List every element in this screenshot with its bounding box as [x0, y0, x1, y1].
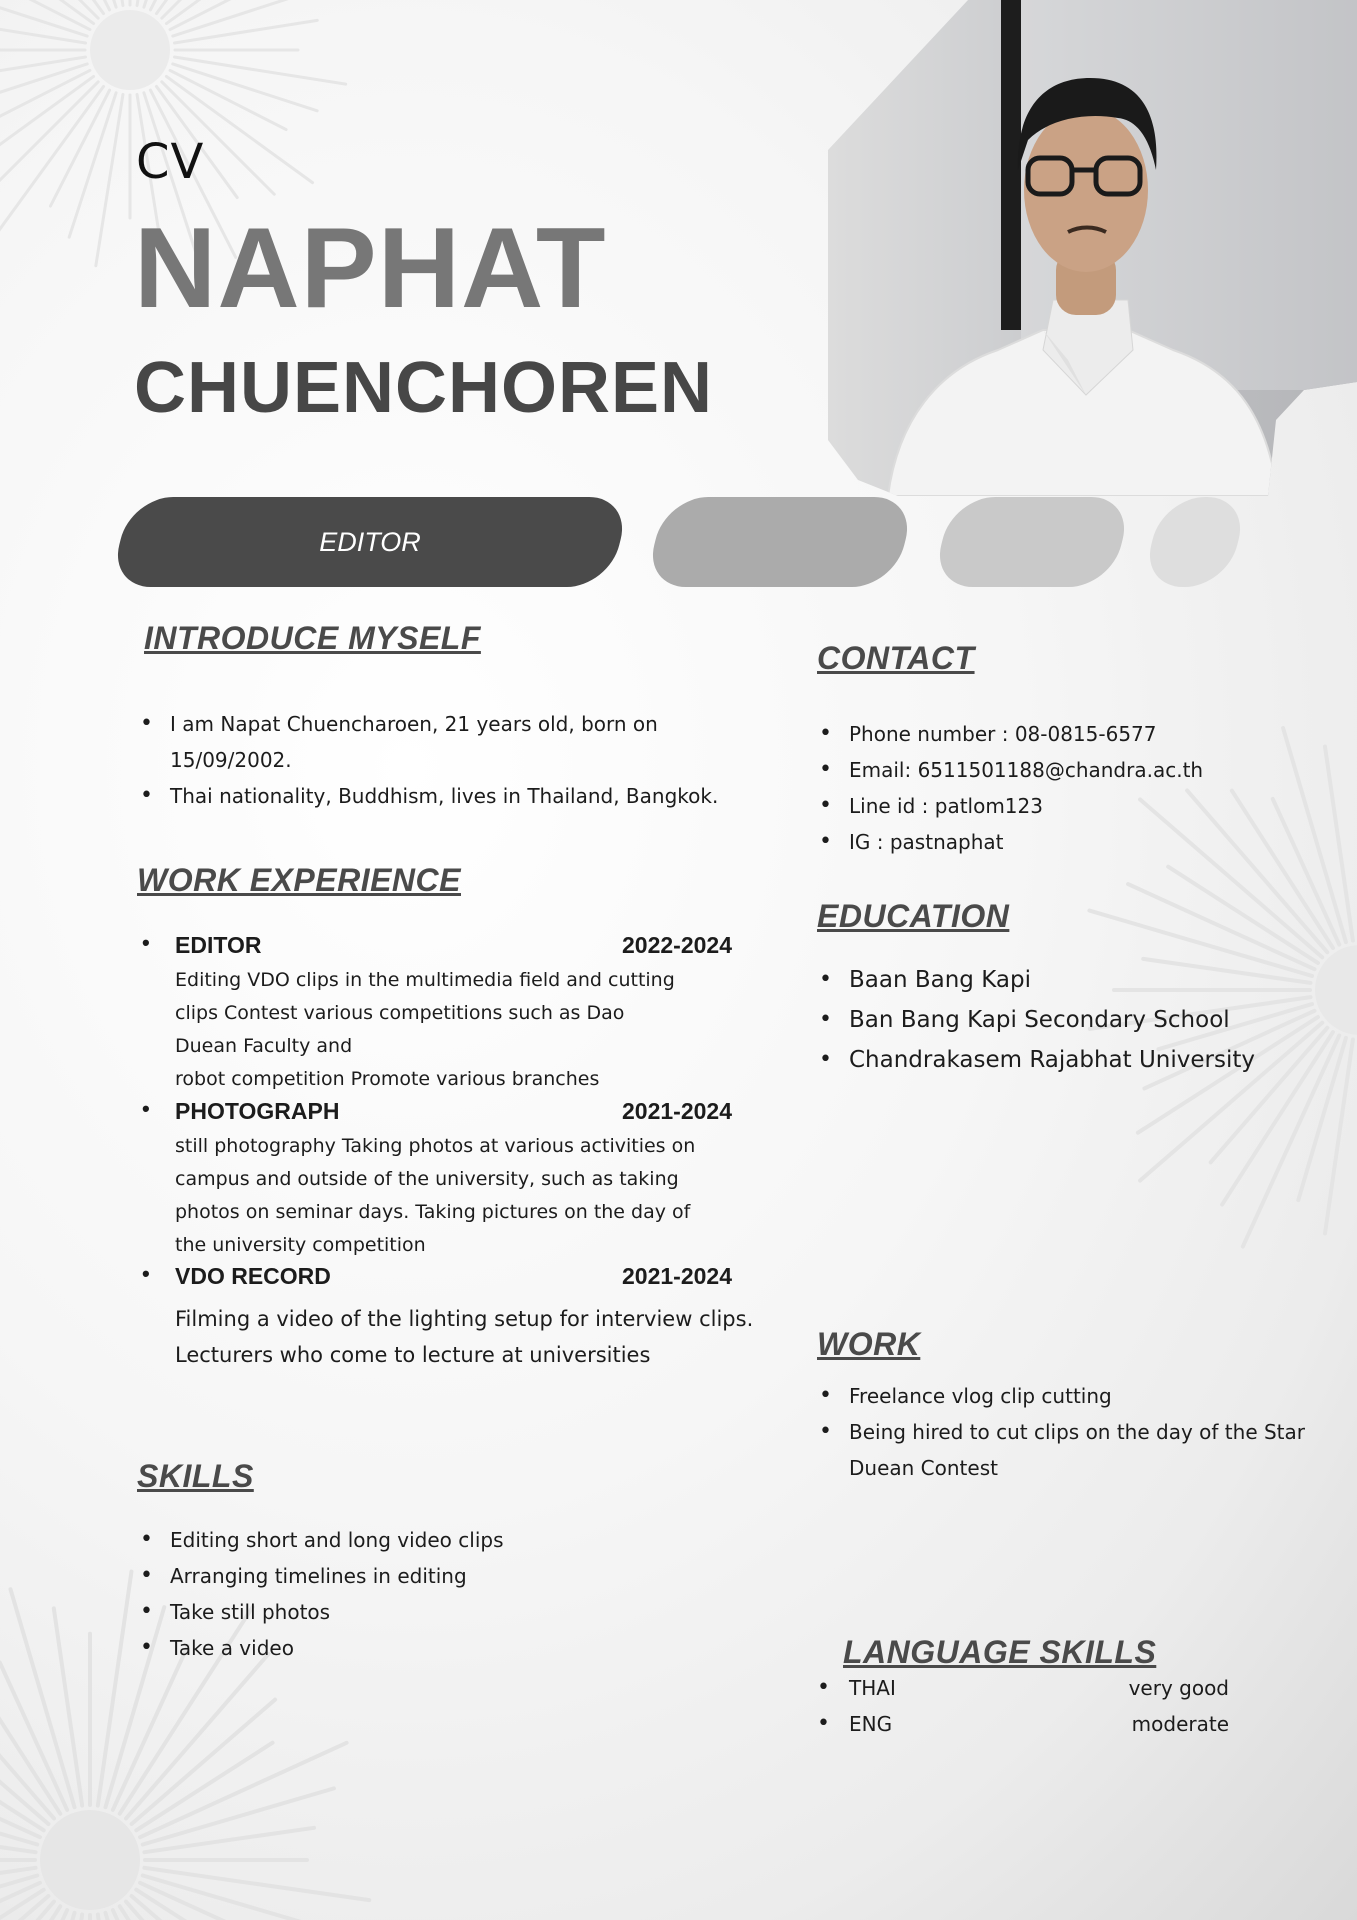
contact-email: • Email: 6511501188@chandra.ac.th	[817, 752, 1337, 788]
first-name: NAPHAT	[134, 205, 607, 332]
job-entry: • PHOTOGRAPH 2021-2024 still photography Taking photos at various activities on campus and outside of the university, such as taking photos on seminar days. Taking pictures on the day of the university competition	[142, 1098, 762, 1262]
introduce-list	[138, 706, 768, 814]
profile-photo	[828, 0, 1357, 496]
language-level: moderate	[1131, 1712, 1229, 1736]
skills-list	[138, 1522, 738, 1666]
decorative-pill	[931, 497, 1133, 587]
language-row: • ENG moderate	[817, 1706, 1229, 1742]
list-item: • Being hired to cut clips on the day of the Star Duean Contest	[817, 1414, 1317, 1486]
job-title: VDO RECORD	[175, 1263, 331, 1289]
job-description: Editing VDO clips in the multimedia field and cutting clips Contest various competitions such as Dao Duean Faculty and robot competition Promote various branches	[175, 969, 675, 1090]
job-title: EDITOR	[175, 932, 262, 958]
contact-ig: • IG : pastnaphat	[817, 824, 1337, 860]
list-item: • Chandrakasem Rajabhat University	[817, 1040, 1337, 1080]
contact-phone: • Phone number : 08-0815-6577	[817, 716, 1337, 752]
list-item: • Baan Bang Kapi	[817, 960, 1337, 1000]
job-title: PHOTOGRAPH	[175, 1098, 340, 1124]
job-description: still photography Taking photos at various activities on campus and outside of the university, such as taking photos on seminar days. Taking pictures on the day of the university competition	[175, 1135, 696, 1256]
work-experience-title: WORK EXPERIENCE	[137, 862, 461, 898]
list-item: • Thai nationality, Buddhism, lives in Thailand, Bangkok.	[138, 778, 768, 814]
list-item: • Take still photos	[138, 1594, 738, 1630]
contact-title: CONTACT	[817, 640, 975, 676]
list-item: • Freelance vlog clip cutting	[817, 1378, 1317, 1414]
education-list	[817, 960, 1337, 1080]
job-entry: • EDITOR 2022-2024 Editing VDO clips in the multimedia field and cutting clips Contest various competitions such as Dao Duean Faculty and robot competition Promote various branches	[142, 932, 762, 1096]
job-years: 2022-2024	[622, 932, 732, 958]
language-list	[817, 1670, 1229, 1742]
work-list	[817, 1378, 1317, 1486]
job-entry: • VDO RECORD 2021-2024 Filming a video of the lighting setup for interview clips. Lecturers who come to lecture at universities	[142, 1263, 762, 1373]
decorative-pill	[1141, 497, 1249, 587]
education-title: EDUCATION	[817, 898, 1010, 934]
skills-title: SKILLS	[137, 1458, 254, 1494]
language-name: ENG	[849, 1712, 893, 1736]
language-name: THAI	[849, 1676, 896, 1700]
role-label: EDITOR	[319, 527, 421, 557]
contact-line-id: • Line id : patlom123	[817, 788, 1337, 824]
job-years: 2021-2024	[622, 1263, 732, 1289]
language-row: • THAI very good	[817, 1670, 1229, 1706]
language-skills-title: LANGUAGE SKILLS	[843, 1634, 1157, 1670]
cv-label: CV	[136, 134, 205, 190]
list-item: • I am Napat Chuencharoen, 21 years old, born on 15/09/2002.	[138, 706, 768, 778]
list-item: • Editing short and long video clips	[138, 1522, 738, 1558]
language-level: very good	[1128, 1676, 1229, 1700]
list-item: • Take a video	[138, 1630, 738, 1666]
work-title: WORK	[817, 1326, 921, 1362]
job-years: 2021-2024	[622, 1098, 732, 1124]
job-description: Filming a video of the lighting setup for interview clips. Lecturers who come to lecture at universities	[175, 1307, 754, 1367]
decorative-pill	[644, 497, 916, 587]
contact-list	[817, 716, 1337, 860]
person-portrait	[828, 0, 1357, 496]
introduce-title: INTRODUCE MYSELF	[144, 620, 481, 656]
list-item: • Arranging timelines in editing	[138, 1558, 738, 1594]
list-item: • Ban Bang Kapi Secondary School	[817, 1000, 1337, 1040]
last-name: CHUENCHOREN	[134, 348, 714, 428]
